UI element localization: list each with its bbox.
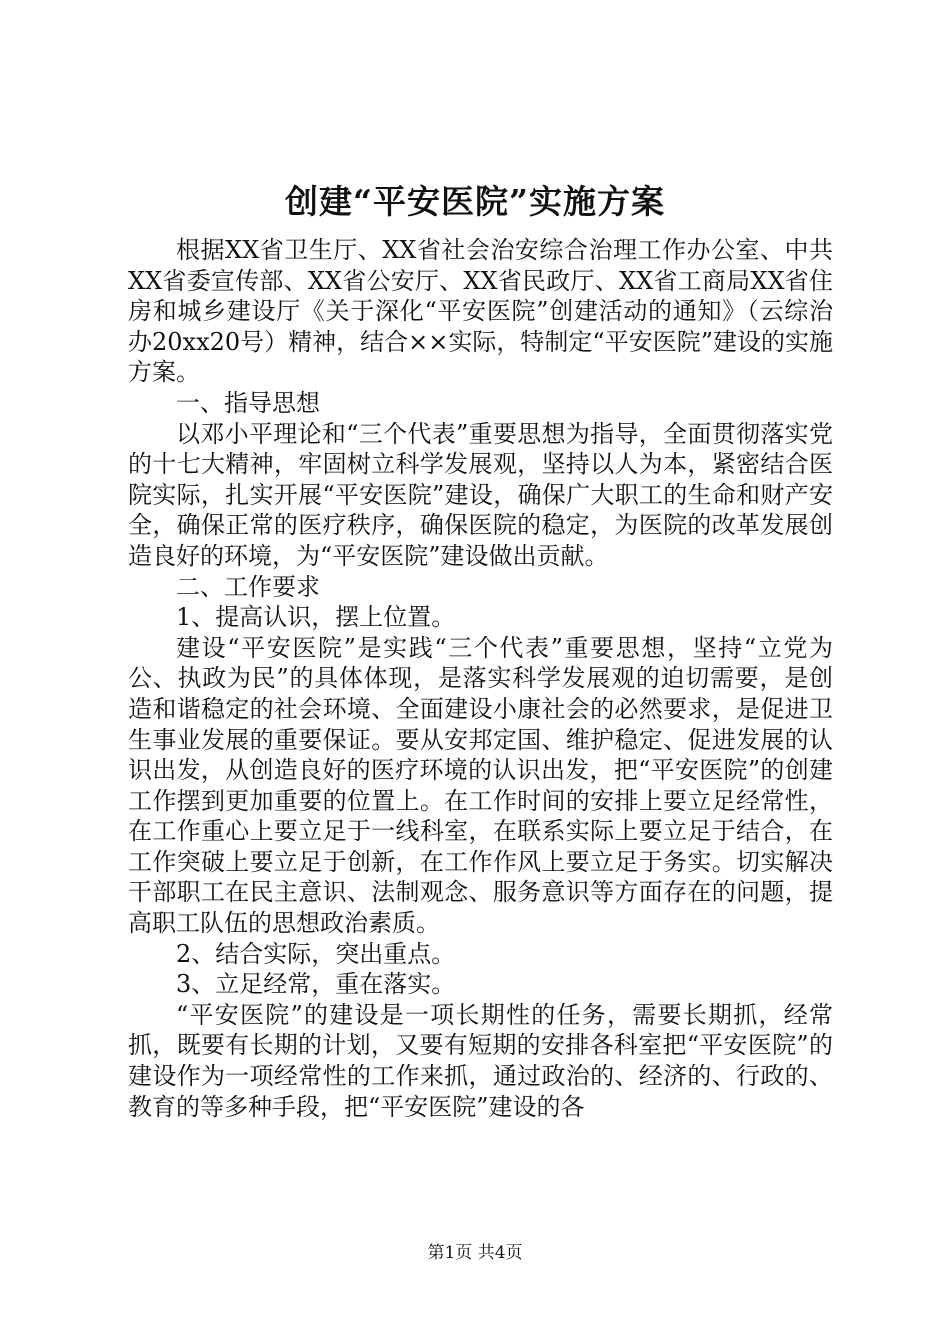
subheading-requirement-2: 2、结合实际，突出重点。 (176, 939, 456, 968)
heading-guiding-ideology: 一、指导思想 (176, 388, 320, 417)
subheading-requirement-3: 3、立足经常，重在落实。 (176, 970, 456, 999)
paragraph-requirement-3: “平安医院”的建设是一项长期性的任务，需要长期抓，经常抓，既要有长期的计划，又要有短期的安排各科室把“平安医院”的建设作为一项经常性的工作来抓，通过政治的、经济的、行政的、教育的等多种手段，把“平安医院”建设的各 (128, 1000, 833, 1121)
paragraph-guiding-ideology: 以邓小平理论和“三个代表”重要思想为指导，全面贯彻落实党的十七大精神，牢固树立科学发展观，坚持以人为本，紧密结合医院实际，扎实开展“平安医院”建设，确保广大职工的生命和财产安全，确保正常的医疗秩序，确保医院的稳定，为医院的改革发展创造良好的环境，为“平安医院”建设做出贡献。 (128, 419, 833, 570)
paragraph-requirement-1: 建设“平安医院”是实践“三个代表”重要思想，坚持“立党为公、执政为民”的具体体现，是落实科学发展观的迫切需要，是创造和谐稳定的社会环境、全面建设小康社会的必然要求，是促进卫生事业发展的重要保证。要从安邦定国、维护稳定、促进发展的认识出发，从创造良好的医疗环境的认识出发，把“平安医院”的创建工作摆到更加重要的位置上。在工作时间的安排上要立足经常性，在工作重心上要立足于一线科室，在联系实际上要立足于结合，在工作突破上要立足于创新，在工作作风上要立足于务实。切实解决干部职工在民主意识、法制观念、服务意识等方面存在的问题，提高职工队伍的思想政治素质。 (128, 633, 833, 938)
document-title: 创建“平安医院”实施方案 (285, 182, 665, 221)
heading-work-requirements: 二、工作要求 (176, 572, 320, 601)
paragraph-intro: 根据XX省卫生厅、XX省社会治安综合治理工作办公室、中共XX省委宣传部、XX省公安厅、XX省民政厅、XX省工商局XX省住房和城乡建设厅《关于深化“平安医院”创建活动的通知》（云综治办20xx20号）精神，结合××实际，特制定“平安医院”建设的实施方案。 (128, 236, 833, 387)
document-body (128, 235, 833, 1122)
subheading-requirement-1: 1、提高认识，摆上位置。 (176, 603, 456, 632)
page-footer: 第1页 共4页 (427, 1243, 523, 1263)
